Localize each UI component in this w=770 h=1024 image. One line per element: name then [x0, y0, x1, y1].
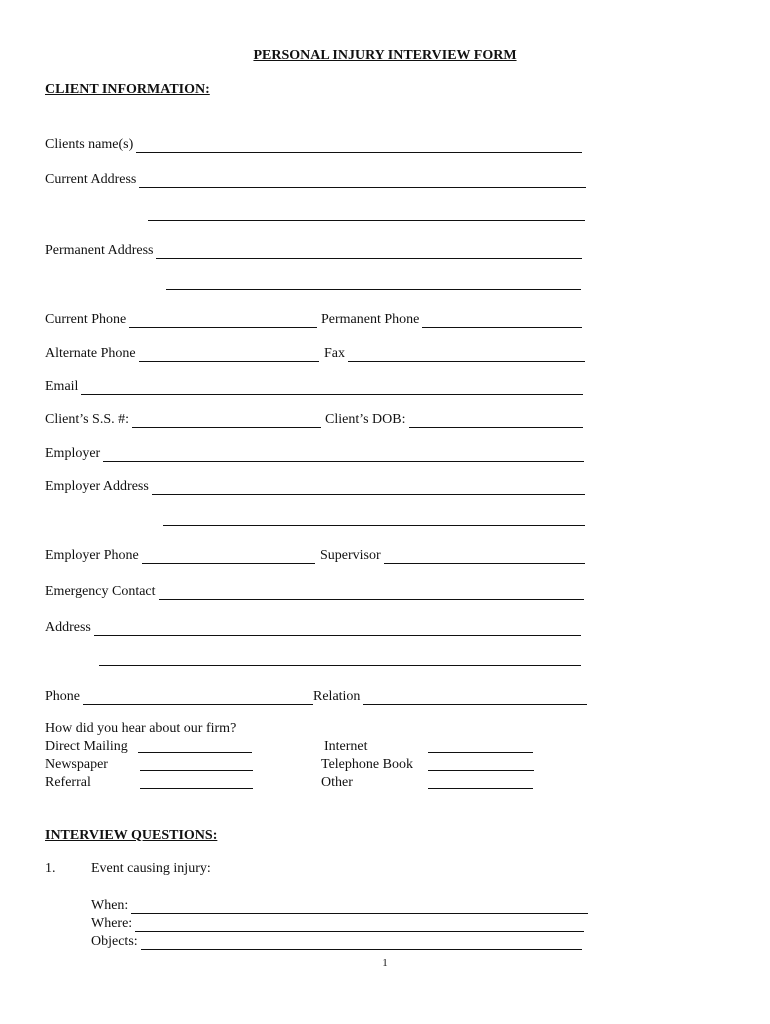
- email-row: [45, 377, 583, 395]
- client-information-heading: CLIENT INFORMATION:: [45, 82, 210, 97]
- client-dob-row: [325, 410, 583, 428]
- address-field[interactable]: [94, 623, 581, 636]
- relation-field[interactable]: [363, 692, 587, 705]
- supervisor-label: Supervisor: [320, 548, 381, 563]
- emergency-contact-row: [45, 582, 584, 600]
- direct-mailing-field[interactable]: [138, 752, 252, 753]
- current-phone-label: Current Phone: [45, 312, 127, 327]
- employer-address-field[interactable]: [152, 482, 585, 495]
- form-title: PERSONAL INJURY INTERVIEW FORM: [253, 48, 517, 63]
- client-dob-label: Client’s DOB:: [325, 412, 406, 427]
- objects-label: Objects:: [91, 934, 138, 949]
- referral-option-newspaper: Newspaper: [45, 757, 108, 772]
- emergency-contact-label: Emergency Contact: [45, 584, 156, 599]
- where-row: [91, 914, 584, 932]
- clients-name-row: [45, 135, 582, 153]
- referral-option-other: Other: [321, 775, 353, 790]
- email-field[interactable]: [81, 382, 583, 395]
- permanent-phone-field[interactable]: [422, 315, 582, 328]
- address-label: Address: [45, 620, 91, 635]
- permanent-address-label: Permanent Address: [45, 243, 154, 258]
- employer-address-row: [45, 477, 585, 495]
- permanent-address-field[interactable]: [156, 246, 582, 259]
- referral-option-telephone-book: Telephone Book: [321, 757, 413, 772]
- current-phone-row: [45, 310, 317, 328]
- employer-field[interactable]: [103, 449, 584, 462]
- permanent-phone-row: [321, 310, 582, 328]
- client-ss-label: Client’s S.S. #:: [45, 412, 130, 427]
- current-phone-field[interactable]: [129, 315, 317, 328]
- client-dob-field[interactable]: [409, 415, 583, 428]
- telephone-book-field[interactable]: [428, 770, 534, 771]
- where-field[interactable]: [135, 919, 584, 932]
- objects-field[interactable]: [141, 937, 582, 950]
- other-field[interactable]: [428, 788, 533, 789]
- fax-row: [324, 344, 585, 362]
- interview-questions-heading: INTERVIEW QUESTIONS:: [45, 828, 218, 843]
- phone-row: [45, 687, 313, 705]
- referral-field[interactable]: [140, 788, 253, 789]
- when-field[interactable]: [131, 901, 588, 914]
- referral-option-referral: Referral: [45, 775, 91, 790]
- page-number: 1: [382, 957, 388, 969]
- question-1-number: 1.: [45, 861, 56, 876]
- employer-label: Employer: [45, 446, 101, 461]
- when-row: [91, 896, 588, 914]
- clients-name-field[interactable]: [136, 140, 582, 153]
- internet-field[interactable]: [428, 752, 533, 753]
- supervisor-row: [320, 546, 585, 564]
- alternate-phone-row: [45, 344, 319, 362]
- referral-question: How did you hear about our firm?: [45, 721, 237, 736]
- client-ss-field[interactable]: [132, 415, 321, 428]
- phone-label: Phone: [45, 689, 80, 704]
- question-1-text: Event causing injury:: [91, 861, 211, 876]
- address-field-line2[interactable]: [99, 665, 581, 666]
- supervisor-field[interactable]: [384, 551, 585, 564]
- employer-address-field-line2[interactable]: [163, 525, 585, 526]
- email-label: Email: [45, 379, 79, 394]
- current-address-row: [45, 170, 586, 188]
- where-label: Where:: [91, 916, 133, 931]
- current-address-label: Current Address: [45, 172, 137, 187]
- employer-phone-label: Employer Phone: [45, 548, 139, 563]
- permanent-address-field-line2[interactable]: [166, 289, 581, 290]
- alternate-phone-label: Alternate Phone: [45, 346, 136, 361]
- referral-option-direct-mailing: Direct Mailing: [45, 739, 128, 754]
- when-label: When:: [91, 898, 129, 913]
- permanent-address-row: [45, 241, 582, 259]
- employer-phone-row: [45, 546, 315, 564]
- address-row: [45, 618, 581, 636]
- fax-field[interactable]: [348, 349, 585, 362]
- alternate-phone-field[interactable]: [139, 349, 319, 362]
- employer-row: [45, 444, 584, 462]
- employer-address-label: Employer Address: [45, 479, 149, 494]
- client-ss-row: [45, 410, 321, 428]
- referral-option-internet: Internet: [324, 739, 368, 754]
- emergency-contact-field[interactable]: [159, 587, 584, 600]
- phone-field[interactable]: [83, 692, 313, 705]
- objects-row: [91, 932, 582, 950]
- permanent-phone-label: Permanent Phone: [321, 312, 420, 327]
- fax-label: Fax: [324, 346, 345, 361]
- clients-name-label: Clients name(s): [45, 137, 134, 152]
- employer-phone-field[interactable]: [142, 551, 315, 564]
- current-address-field-line2[interactable]: [148, 220, 585, 221]
- newspaper-field[interactable]: [140, 770, 253, 771]
- relation-label: Relation: [313, 689, 361, 704]
- relation-row: [313, 687, 587, 705]
- current-address-field[interactable]: [139, 175, 586, 188]
